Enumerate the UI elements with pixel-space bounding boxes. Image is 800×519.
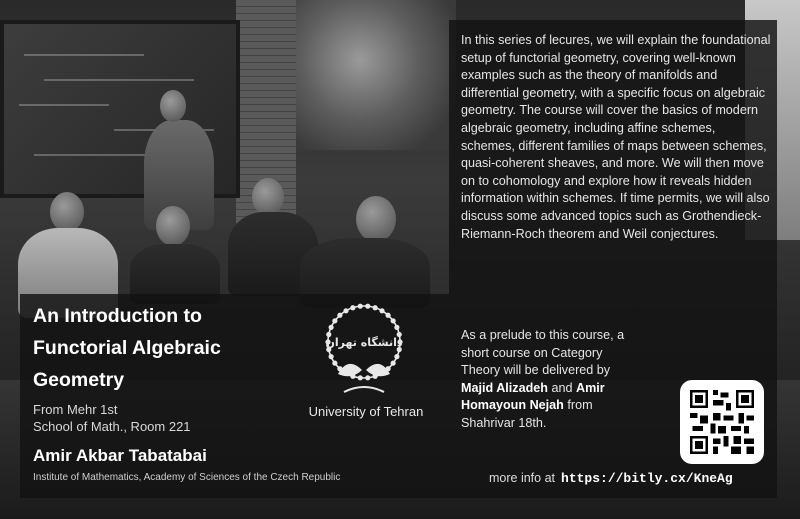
lecturer-affiliation: Institute of Mathematics, Academy of Sciences of the Czech Republic xyxy=(33,472,341,483)
qr-code-icon[interactable] xyxy=(680,380,764,464)
university-logo xyxy=(318,296,410,400)
course-room: School of Math., Room 221 xyxy=(33,419,191,434)
more-info-label: more info at xyxy=(489,471,556,485)
course-title-line: Geometry xyxy=(33,369,125,391)
university-logo-text: دانشگاه تهران xyxy=(325,336,403,349)
logo-pearl xyxy=(373,305,378,310)
prelude-text-before: As a prelude to this course, a short course on Category Theory will be delivered by xyxy=(461,328,625,378)
course-title-line: An Introduction to xyxy=(33,305,202,327)
photo-student-head xyxy=(50,192,84,232)
more-info xyxy=(489,471,733,486)
logo-pearl xyxy=(329,354,334,359)
logo-pearl xyxy=(350,305,355,310)
logo-pearl xyxy=(343,308,348,313)
photo-student-head xyxy=(156,206,190,246)
course-description: In this series of lecures, we will explain the foundational setup of functorial geometry, covering well-known examples such as the theory of manifolds and differential geometry, with a specific focus on algebraic geometry. The course will cover the basics of modern algebraic geometry, including affine schemes, schemes, different families of maps between schemes, quasi-coherent sheaves, and more. We will then move on to cohomology and explore how it reveals hidden information within schemes. If time permits, we will also discuss some advanced topics such as Grothendieck-Riemann-Roch theorem and Weil conjectures. xyxy=(461,33,771,241)
logo-pearl xyxy=(365,304,370,309)
background-window-trees xyxy=(296,0,456,150)
photo-student-head xyxy=(356,196,396,242)
university-name: University of Tehran xyxy=(308,404,424,419)
logo-pearl xyxy=(329,325,334,330)
logo-pearl xyxy=(379,308,384,313)
course-title-line: Functorial Algebraic xyxy=(33,337,221,359)
prelude-speaker-2: Amir Homayoun Nejah xyxy=(461,380,605,413)
prelude-text xyxy=(461,327,641,433)
course-title xyxy=(33,300,293,396)
lecturer-name: Amir Akbar Tabatabai xyxy=(33,446,207,465)
logo-pearl xyxy=(358,375,363,380)
logo-pearl xyxy=(394,354,399,359)
course-date: From Mehr 1st xyxy=(33,402,118,417)
photo-student-head xyxy=(252,178,284,216)
logo-pearl xyxy=(365,375,370,380)
logo-pearl xyxy=(394,325,399,330)
photo-lecturer-head xyxy=(160,90,186,122)
logo-pearl xyxy=(391,318,396,323)
logo-pearl xyxy=(391,361,396,366)
logo-pearl xyxy=(358,304,363,309)
logo-pearl xyxy=(385,313,390,318)
more-info-link[interactable]: https://bitly.cx/KneAg xyxy=(561,471,733,486)
prelude-speaker-1: Majid Alizadeh xyxy=(461,380,548,395)
logo-pearl xyxy=(332,361,337,366)
logo-pearl xyxy=(332,318,337,323)
logo-pearl xyxy=(337,313,342,318)
prelude-text-after: from Shahrivar 18th. xyxy=(461,398,593,430)
prelude-and: and xyxy=(548,380,577,395)
